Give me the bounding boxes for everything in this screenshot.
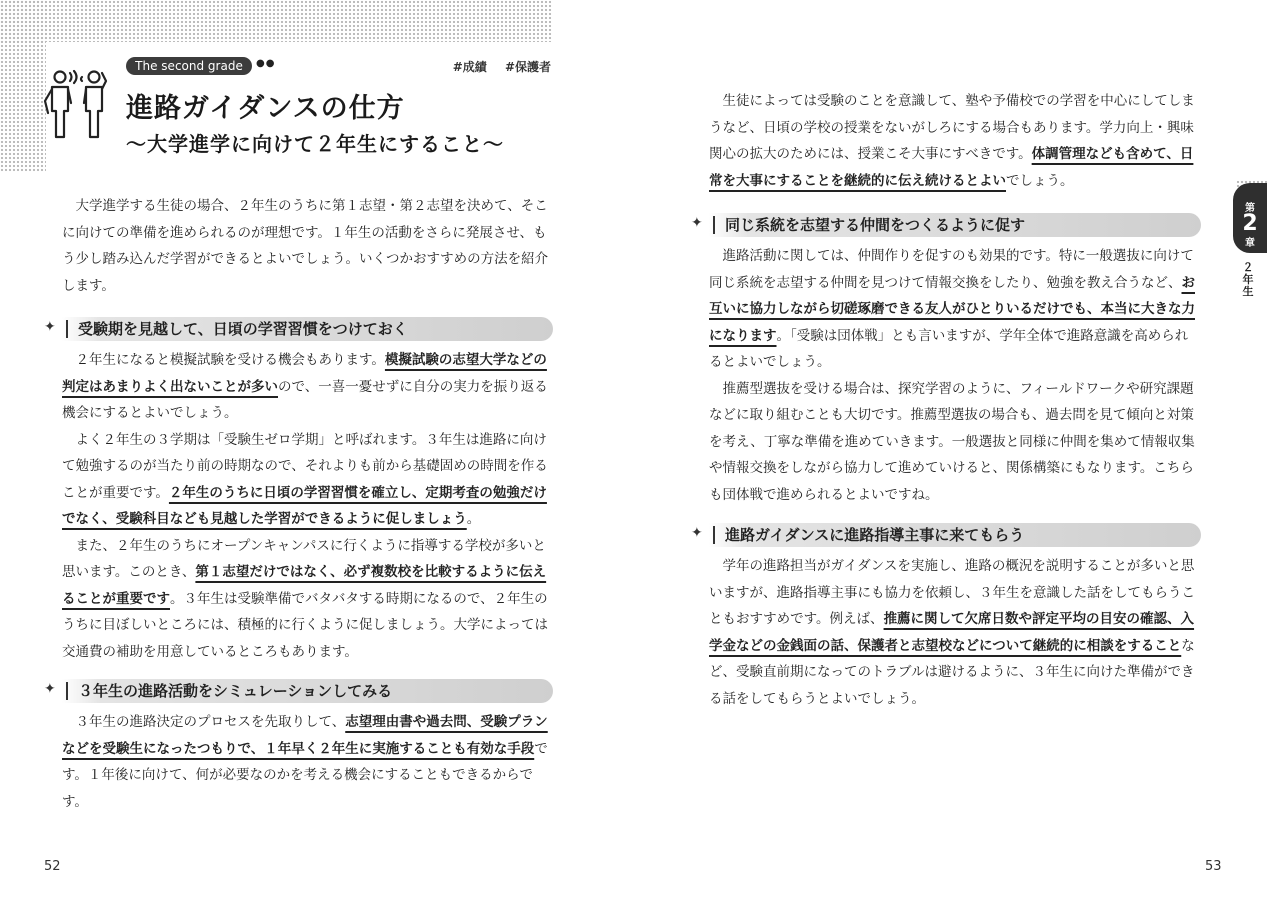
section-body-guidance-counselor — [709, 553, 1201, 712]
halftone-decoration-top — [0, 0, 552, 42]
chapter-tab-prefix: 第 — [1245, 203, 1255, 214]
tag-grades[interactable]: #成績 — [452, 60, 487, 74]
section-heading-peers — [691, 213, 1201, 237]
page-number-right: 53 — [1205, 859, 1222, 874]
section-heading-exam-habits — [44, 317, 553, 341]
tag-guardian[interactable]: #保護者 — [504, 60, 551, 74]
emphasis: お互いに協力しながら切磋琢磨できる友人がひとりいるだけでも、本当に大きな力になります — [709, 274, 1195, 344]
intro-paragraph: 大学進学する生徒の場合、２年生のうちに第１志望・第２志望を決めて、そこに向けての準備を進められるのが理想です。１年生の活動をさらに発展させ、もう少し踏み込んだ学習ができるとよいでしょう。いくつかおすすめの方法を紹介します。 — [62, 198, 549, 294]
page-title: 進路ガイダンスの仕方 — [126, 93, 405, 124]
paragraph: 学年の進路担当がガイダンスを実施し、進路の概況を説明することが多いと思いますが、進路指導主事にも協力を依頼し、３年生を意識した話をしてもらうこともおすすめです。例えば、推薦に関して欠席日数や評定平均の目安の確認、入学金などの金銭面の話、保護者と志望校などについて継続的に相談をすることなど、受験直前期になってのトラブルは避けるように、３年生に向けた準備ができる話をしてもらうとよいでしょう。 — [709, 558, 1195, 707]
emphasis: 志望理由書や過去問、受験プランなどを受験生になったつもりで、１年早く２年生に実施することも有効な手段 — [62, 714, 548, 757]
chapter-tab[interactable] — [1233, 183, 1267, 253]
sparkle-icon: ✦ — [691, 525, 703, 541]
paragraph: 進路活動に関しては、仲間作りを促すのも効果的です。特に一般選抜に向けて同じ系統を志望する仲間を見つけて情報交換をしたり、勉強を教え合うなど、お互いに協力しながら切磋琢磨できる友人がひとりいるだけでも、本当に大きな力になります。「受験は団体戦」とも言いますが、学年全体で進路意識を高められるとよいでしょう。 — [709, 248, 1195, 370]
chapter-tab-number: 2 — [1242, 211, 1258, 236]
section-heading-text: 進路ガイダンスに進路指導主事に来てもらう — [725, 526, 1025, 544]
paragraph: 生徒によっては受験のことを意識して、塾や予備校での学習を中心にしてしまうなど、日頃の学校の授業をないがしろにする場合もあります。学力向上・興味関心の拡大のためには、授業こそ大事にすべきです。体調管理なども含めて、日常を大事にすることを継続的に伝え続けるとよいでしょう。 — [709, 93, 1195, 189]
section-heading-text: ３年生の進路活動をシミュレーションしてみる — [78, 682, 393, 700]
chapter-tab-suffix: 章 — [1245, 238, 1255, 249]
paragraph: また、２年生のうちにオープンキャンパスに行くように指導する学校が多いと思います。このとき、第１志望だけではなく、必ず複数校を比較するように伝えることが重要です。３年生は受験準備でバタバタする時期になるので、２年生のうちに目ぼしいところには、積極的に行くように促しましょう。大学によっては交通費の補助を用意しているところもあります。 — [62, 537, 548, 660]
section-heading-simulation — [44, 679, 553, 703]
paragraph: ３年生の進路決定のプロセスを先取りして、志望理由書や過去問、受験プランなどを受験生になったつもりで、１年早く２年生に実施することも有効な手段です。１年後に向けて、何が必要なのかを考える機会にすることもできるからです。 — [62, 714, 548, 810]
right-intro-block — [709, 88, 1201, 194]
heading-bar-marker — [66, 320, 68, 338]
paragraph: ２年生になると模擬試験を受ける機会もあります。模擬試験の志望大学などの判定はあまりよく出ないことが多いので、一喜一憂せずに自分の実力を振り返る機会にするとよいでしょう。 — [62, 352, 548, 421]
section-heading-guidance-counselor — [691, 523, 1201, 547]
intro-paragraph-block — [62, 193, 553, 299]
sparkle-icon: ✦ — [44, 319, 56, 335]
paragraph: 推薦型選抜を受ける場合は、探究学習のように、フィールドワークや研究課題などに取り組むことも大切です。推薦型選抜の場合も、過去問を見て傾向と対策を考え、丁寧な準備を進めていきます。一般選抜と同様に仲間を集めて情報収集や情報交換をしながら協力して進めていけると、関係構築にもなります。こちらも団体戦で進められるとよいですね。 — [709, 380, 1195, 503]
emphasis: ２年生のうちに日頃の学習習慣を確立し、定期考査の勉強だけでなく、受験科目なども見越した学習ができるように促しましょう — [62, 484, 547, 527]
tag-list — [439, 58, 551, 75]
two-people-talking-icon — [40, 67, 112, 139]
heading-bar-marker — [66, 682, 68, 700]
emphasis: 推薦に関して欠席日数や評定平均の目安の確認、入学金などの金銭面の話、保護者と志望校などについて継続的に相談をすること — [709, 611, 1195, 654]
page-number-left: 52 — [44, 859, 61, 874]
heading-bar-marker — [713, 526, 715, 544]
chapter-side-label: ２年生 — [1242, 261, 1254, 298]
page-subtitle: ～大学進学に向けて２年生にすること～ — [126, 132, 504, 156]
emphasis: 第１志望だけではなく、必ず複数校を比較するように伝えることが重要です — [62, 564, 547, 607]
heading-bar-marker — [713, 216, 715, 234]
section-heading-text: 受験期を見越して、日頃の学習習慣をつけておく — [78, 320, 408, 338]
sparkle-icon: ✦ — [44, 681, 56, 697]
sparkle-icon: ✦ — [691, 215, 703, 231]
grade-badge: The second grade — [126, 57, 252, 75]
emphasis: 模擬試験の志望大学などの判定はあまりよく出ないことが多い — [62, 352, 547, 395]
badge-dots: ●● — [256, 58, 276, 69]
emphasis: 体調管理なども含めて、日常を大事にすることを継続的に伝え続けるとよい — [709, 146, 1194, 189]
section-body-exam-habits — [62, 347, 553, 665]
paragraph: よく２年生の３学期は「受験生ゼロ学期」と呼ばれます。３年生は進路に向けて勉強するのが当たり前の時期なので、それよりも前から基礎固めの時間を作ることが重要です。２年生のうちに日頃の学習習慣を確立し、定期考査の勉強だけでなく、受験科目なども見越した学習ができるように促しましょう。 — [62, 431, 548, 527]
section-heading-text: 同じ系統を志望する仲間をつくるように促す — [725, 216, 1026, 234]
section-body-peers — [709, 243, 1201, 508]
section-body-simulation — [62, 709, 553, 815]
